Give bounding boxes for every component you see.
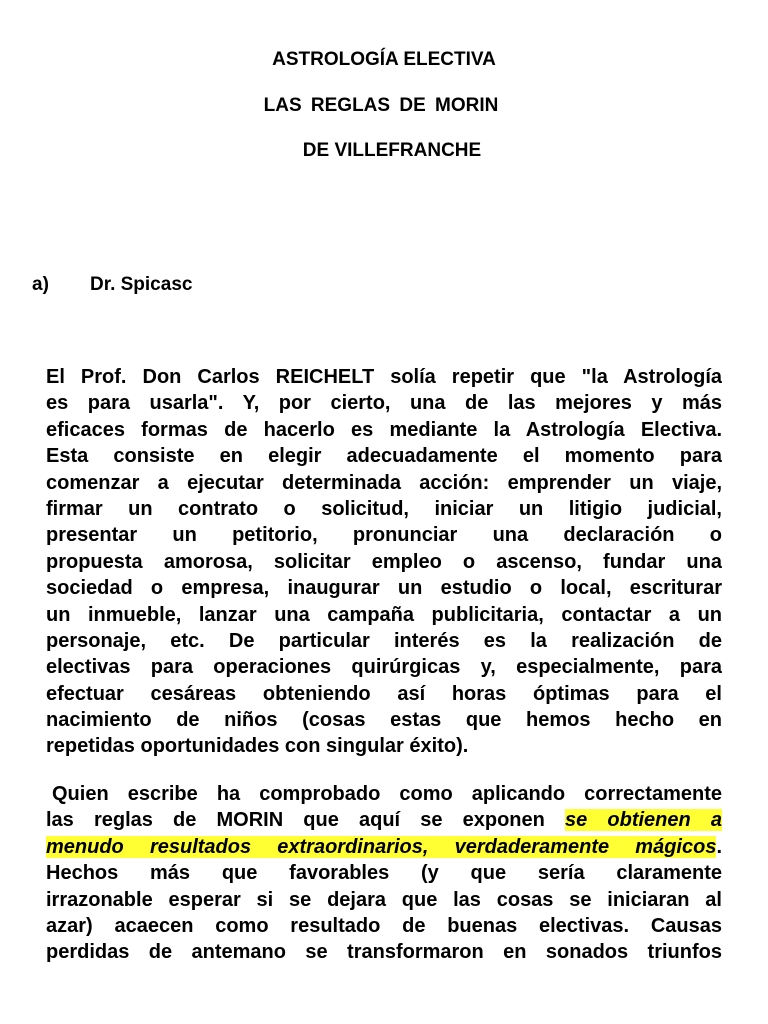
paragraph-text: las reglas de MORIN que aquí se exponen <box>46 809 566 832</box>
paragraph-line: comenzar a ejecutar determinada acción: emprender un viaje, <box>46 471 722 494</box>
paragraph-line: electivas para operaciones quirúrgicas y, especialmente, para <box>46 656 722 679</box>
paragraph-line: personaje, etc. De particular interés es la realización de <box>46 629 722 652</box>
section-heading <box>32 273 192 297</box>
paragraph-line: azar) acaecen como resultado de buenas electivas. Causas <box>46 914 722 937</box>
paragraph-line: firmar un contrato o solicitud, iniciar un litigio judicial, <box>46 497 722 520</box>
paragraph-line: perdidas de antemano se transformaron en sonados triunfos <box>46 941 722 964</box>
paragraph-line: sociedad o empresa, inaugurar un estudio o local, escriturar <box>46 577 722 600</box>
paragraph-2 <box>46 781 722 966</box>
paragraph-line: El Prof. Don Carlos REICHELT solía repetir que "la Astrología <box>46 366 722 388</box>
paragraph-text: . <box>716 835 722 858</box>
paragraph-line: es para usarla". Y, por cierto, una de las mejores y más <box>46 392 722 415</box>
paragraph-line: repetidas oportunidades con singular éxito). <box>46 735 469 758</box>
section-heading-text: Dr. Spicasc <box>90 274 193 295</box>
paragraph-line: un inmueble, lanzar una campaña publicitaria, contactar a un <box>46 603 722 626</box>
paragraph-line: irrazonable esperar si se dejara que las cosas se iniciaran al <box>46 888 722 911</box>
paragraph-line <box>46 834 722 860</box>
paragraph-line: efectuar cesáreas obteniendo así horas óptimas para el <box>46 682 722 705</box>
paragraph-line: presentar un petitorio, pronunciar una declaración o <box>46 524 722 547</box>
section-marker: a) <box>32 274 49 295</box>
paragraph-1 <box>46 364 722 760</box>
paragraph-line: nacimiento de niños (cosas estas que hemos hecho en <box>46 709 722 732</box>
document-subtitle-continued: DE VILLEFRANCHE <box>302 140 482 161</box>
highlighted-text: se obtienen a <box>565 809 722 832</box>
paragraph-line: eficaces formas de hacerlo es mediante la Astrología Electiva. <box>46 418 722 441</box>
highlighted-text: menudo resultados extraordinarios, verdaderamente mágicos <box>46 835 717 858</box>
paragraph-line <box>46 807 722 833</box>
document-title: ASTROLOGÍA ELECTIVA <box>272 49 496 70</box>
paragraph-line: Esta consiste en elegir adecuadamente el momento para <box>46 445 722 468</box>
paragraph-line: Hechos más que favorables (y que sería claramente <box>46 862 722 885</box>
paragraph-line: propuesta amorosa, solicitar empleo o ascenso, fundar una <box>46 550 722 573</box>
document-subtitle: LAS REGLAS DE MORIN <box>263 95 499 116</box>
paragraph-line: Quien escribe ha comprobado como aplicando correctamente <box>52 783 722 805</box>
